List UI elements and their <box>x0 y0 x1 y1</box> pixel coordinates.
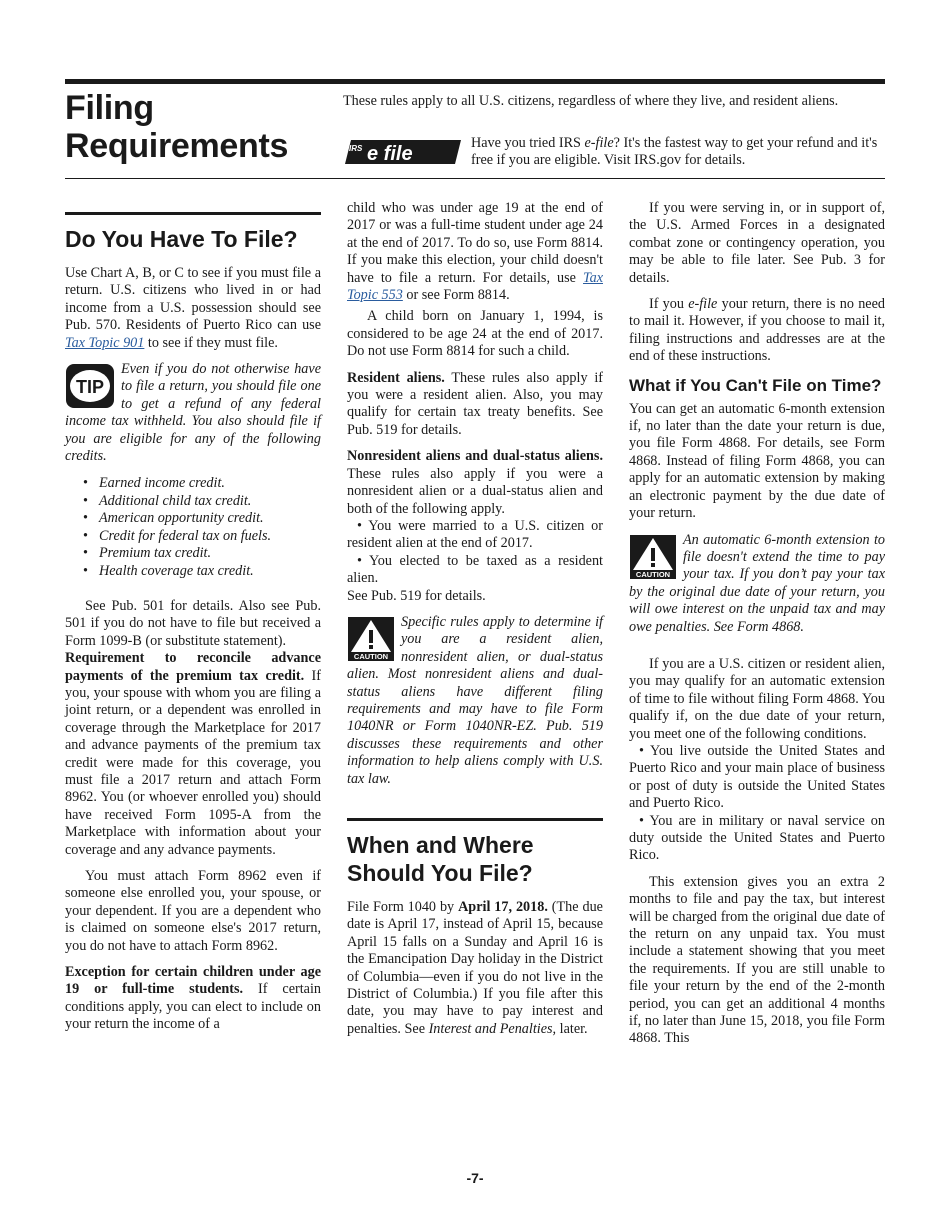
efile-promo: Have you tried IRS e-file? It's the fastest way to get your refund and it's free if you are eligible. Visit IRS.gov for details. <box>471 135 878 169</box>
header-divider <box>65 178 885 179</box>
section-rule <box>65 212 321 215</box>
page-number: -7- <box>466 1170 484 1186</box>
caution-icon-label: CAUTION <box>353 651 389 661</box>
tax-topic-553-link[interactable]: Tax Topic 553 <box>347 269 603 304</box>
tax-topic-901-link[interactable]: Tax Topic 901 <box>65 334 145 351</box>
paragraph: See Pub. 501 for details. Also see Pub. 501 if you do not have to file but received a Form 1099-B (or substitute statement). <box>65 597 321 649</box>
paragraph: You must attach Form 8962 even if someone else enrolled you, your spouse, or your dependent. If you are a dependent who is claimed on someone else's 2017 return, you do not have to attach Form 8962. <box>65 868 321 954</box>
paragraph: You can get an automatic 6-month extension if, no later than the date your return is due, you file Form 4868. For details, see Form 4868. Instead of filing Form 4868, you can apply for an automatic extension by making an electronic payment by the due date of your return. <box>629 400 885 522</box>
tip-icon-label: TIP <box>75 377 105 398</box>
section-heading-do-you-have-to-file: Do You Have To File? <box>65 226 298 252</box>
paragraph: If you were serving in, or in support of, the U.S. Armed Forces in a designated combat zone or contingency operation, you may be able to file later. See Pub. 3 for details. <box>629 200 885 286</box>
paragraph: If you are a U.S. citizen or resident alien, you may qualify for an automatic extension of time to file without filing Form 4868. You qualify if, on the due date of your return, you meet one of the following conditions. <box>629 655 885 742</box>
list-item: • Premium tax credit. <box>83 545 321 562</box>
caution-note: CAUTION Specific rules apply to determine if you are a resident alien, nonresident alien, or dual-status alien. Most nonresident aliens and dual-status aliens have different filing requirements and may have to file Form 1040NR or Form 1040NR-EZ. Pub. 519 discusses these requirements and other information to help aliens comply with U.S. tax law. <box>347 613 603 787</box>
column-3 <box>629 200 885 1057</box>
tip-note: TIP Even if you do not otherwise have to file a return, you should file one to get a refund of any federal income tax withheld. You also should file if you are eligible for any of the following credits. <box>65 361 321 465</box>
section-heading-when-and-where: When and Where Should You File? <box>347 832 534 886</box>
caution-icon <box>629 534 677 580</box>
irs-efile-logo <box>343 138 463 166</box>
paragraph: Resident aliens. These rules also apply if you were a resident alien. Also, you may qualify for certain tax treaty benefits. See Pub. 519 for details. <box>347 369 603 438</box>
paragraph: Requirement to reconcile advance payments of the premium tax credit. If you, your spouse with whom you are filing a joint return, or a dependent was enrolled in coverage through the Marketplace for 2017 and advance payments of the premium tax credit were made for this coverage, you must file a 2017 return and attach Form 8962. You (or whoever enrolled you) should have received Form 1095-A from the Marketplace with information about your coverage and any advance payments. <box>65 650 321 858</box>
section-rule <box>347 818 603 821</box>
column-1 <box>65 200 321 1043</box>
bullet-item: • You elected to be taxed as a resident alien. <box>347 552 603 587</box>
caution-icon-label: CAUTION <box>635 569 671 579</box>
paragraph: child who was under age 19 at the end of 2017 or was a full-time student under age 24 at the end of 2017. To do so, use Form 8814. If you make this election, your child doesn't have to file a return. For details, use Tax Topic 553 or see Form 8814. <box>347 200 603 304</box>
list-item: • Earned income credit. <box>83 475 321 492</box>
bullet-item: • You were married to a U.S. citizen or resident alien at the end of 2017. <box>347 517 603 552</box>
column-2 <box>347 200 603 1047</box>
top-rule <box>65 79 885 84</box>
page-title: Filing Requirements <box>65 89 289 165</box>
caution-note: CAUTION An automatic 6-month extension to file doesn't extend the time to pay your tax. If you don’t pay your tax by the original due date of your return, you will owe interest on the unpaid tax and may owe penalties. See Form 4868. <box>629 531 885 635</box>
caution-icon <box>347 616 395 662</box>
paragraph: A child born on January 1, 1994, is considered to be age 24 at the end of 2017. Do not use Form 8814 for such a child. <box>347 308 603 360</box>
list-item: • American opportunity credit. <box>83 510 321 527</box>
tip-icon <box>65 363 115 409</box>
efile-logo-prefix: IRS <box>349 144 363 153</box>
paragraph: Nonresident aliens and dual-status aliens. These rules also apply if you were a nonresident alien or a dual-status alien and both of the following apply. <box>347 448 603 517</box>
list-item: • Health coverage tax credit. <box>83 563 321 580</box>
list-item: • Additional child tax credit. <box>83 493 321 510</box>
bullet-item: • You are in military or naval service on duty outside the United States and Puerto Rico. <box>629 812 885 864</box>
intro-text: These rules apply to all U.S. citizens, regardless of where they live, and resident aliens. <box>343 93 839 109</box>
paragraph: File Form 1040 by April 17, 2018. (The due date is April 17, instead of April 15, because April 15 falls on a Sunday and April 16 is the Emancipation Day holiday in the District of Columbia—even if you do not live in the District of Columbia.) If you file after this date, you may have to pay interest and penalties. See Interest and Penalties, later. <box>347 899 603 1037</box>
bullet-item: • You live outside the United States and Puerto Rico and your main place of business or post of duty is outside the United States and Puerto Rico. <box>629 742 885 812</box>
paragraph: Exception for certain children under age 19 or full-time students. If certain conditions apply, you can elect to include on your return the income of a <box>65 964 321 1033</box>
paragraph: If you e-file your return, there is no need to mail it. However, if you choose to mail it, filing instructions and addresses are at the end of these instructions. <box>629 296 885 365</box>
subheading-cant-file-on-time: What if You Can't File on Time? <box>629 375 882 395</box>
efile-logo-text: e file <box>367 143 413 165</box>
list-item: • Credit for federal tax on fuels. <box>83 528 321 545</box>
paragraph: See Pub. 519 for details. <box>347 587 486 604</box>
credits-list <box>83 475 321 579</box>
paragraph: This extension gives you an extra 2 months to file and pay the tax, but interest will be charged from the original due date of the return on any unpaid tax. You must include a statement showing that you meet the requirements. If you are still unable to file your return by the end of the 2-month period, you can get an additional 4 months if, no later than June 15, 2018, you file Form 4868. This <box>629 873 885 1047</box>
paragraph: Use Chart A, B, or C to see if you must file a return. U.S. citizens who lived in or had income from a U.S. possession should see Pub. 570. Residents of Puerto Rico can use Tax Topic 901 to see if they must file. <box>65 265 321 351</box>
